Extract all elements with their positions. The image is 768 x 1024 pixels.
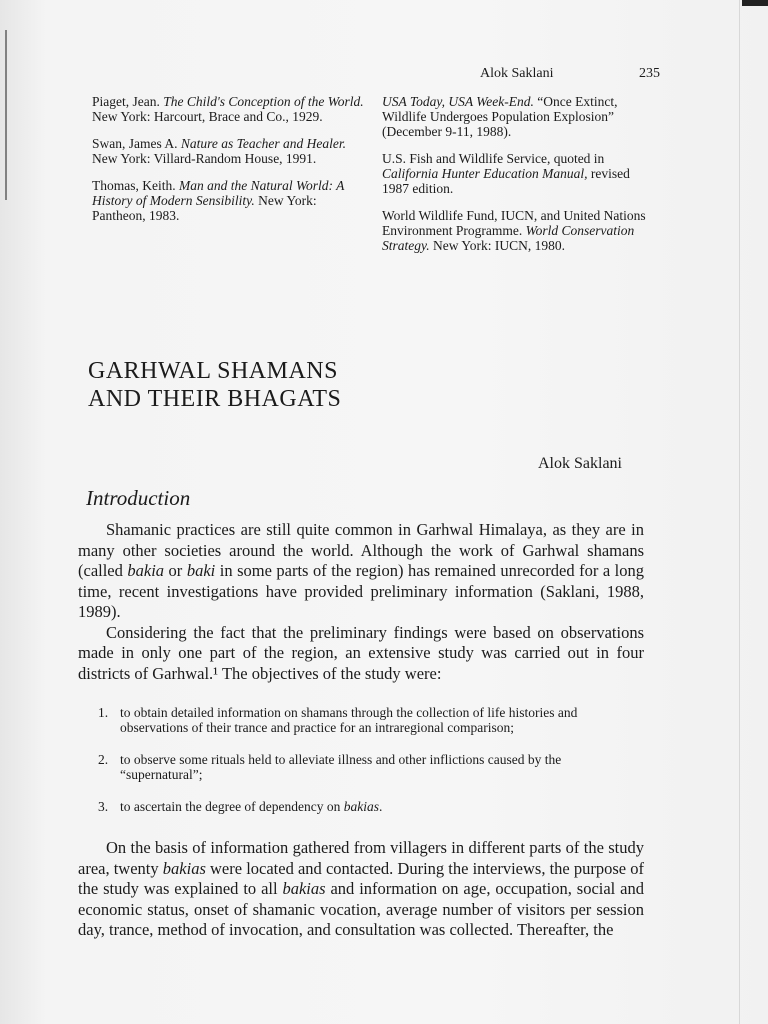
list-text [120, 800, 618, 815]
text-run: On the basis of information gathered from villagers in different parts of the study area, twenty [78, 838, 644, 878]
objectives-list [98, 706, 618, 833]
italic-term: bakias [343, 799, 380, 814]
article-title [88, 357, 341, 413]
article-title-line: AND THEIR BHAGATS [88, 386, 342, 412]
reference-title: Man and the Natural World: A History of Modern Sensibility. [92, 178, 345, 208]
running-head-author: Alok Saklani [480, 66, 554, 81]
reference-entry [382, 208, 654, 253]
reference-entry [92, 94, 364, 124]
section-heading: Introduction [86, 486, 191, 510]
reference-entry [92, 136, 364, 166]
reference-publication: New York: Pantheon, 1983. [92, 193, 317, 223]
reference-author: Piaget, Jean. [92, 94, 160, 109]
reference-title: World Conservation Strategy. [382, 223, 635, 253]
italic-term: bakias [162, 858, 206, 878]
introduction-body [78, 520, 644, 684]
reference-title: California Hunter Education Manual, [382, 166, 588, 181]
reference-entry [382, 94, 654, 139]
reference-title: Nature as Teacher and Healer. [180, 136, 346, 151]
text-run: or [164, 561, 187, 580]
reference-publication: New York: IUCN, 1980. [433, 238, 566, 253]
reference-entry [382, 151, 654, 196]
reference-publication: revised 1987 edition. [382, 166, 630, 196]
text-run: were located and contacted. During the interviews, the purpose of the study was explained to all [78, 858, 644, 898]
list-number: 2. [98, 752, 109, 767]
page-number: 235 [639, 66, 660, 81]
paragraph: Considering the fact that the preliminary findings were based on observations made in only one part of the region, an extensive study was carried out in four districts of Garhwal.¹ The objectives of the study were: [78, 622, 644, 683]
scan-edge-mark [742, 0, 768, 6]
italic-term: bakia [127, 561, 165, 580]
reference-author: Swan, James A. [92, 136, 178, 151]
references-right-column [382, 94, 654, 265]
reference-author: World Wildlife Fund, IUCN, and United Nations Environment Programme. [382, 208, 646, 238]
article-author: Alok Saklani [538, 455, 622, 472]
page-edge-shadow [5, 30, 7, 200]
list-text: to observe some rituals held to alleviate illness and other inflictions caused by the “supernatural”; [120, 752, 562, 782]
list-text: to obtain detailed information on shamans through the collection of life histories and observations of their trance and practice for an intraregional comparison; [120, 705, 578, 735]
reference-author: Thomas, Keith. [92, 178, 176, 193]
text-run: and information on age, occupation, social and economic status, onset of shamanic vocation, average number of visitors per session day, trance, method of invocation, and consultation was collected. Thereafter, the [78, 879, 644, 939]
paragraph [78, 838, 644, 941]
list-item [98, 706, 618, 735]
list-item [98, 753, 618, 782]
paragraph [78, 520, 644, 623]
list-item [98, 800, 618, 815]
reference-publication: “Once Extinct, Wildlife Undergoes Population Explosion” (December 9-11, 1988). [382, 94, 618, 139]
list-number: 1. [98, 705, 109, 720]
italic-term: bakias [282, 879, 326, 898]
article-title-line: GARHWAL SHAMANS [88, 358, 338, 384]
reference-author: U.S. Fish and Wildlife Service, quoted in [382, 151, 605, 166]
running-head [480, 66, 660, 82]
list-number: 3. [98, 799, 109, 814]
text-run: to ascertain the degree of dependency on [120, 799, 344, 814]
references-left-column [92, 94, 364, 235]
reference-title: The Child's Conception of the World. [163, 94, 364, 109]
reference-publication: New York: Harcourt, Brace and Co., 1929. [92, 109, 323, 124]
page-fold-line [739, 0, 740, 1024]
italic-term: baki [186, 561, 216, 580]
body-continued [78, 838, 644, 941]
text-run: in some parts of the region) has remained unrecorded for a long time, recent investigations have provided preliminary information (Saklani, 1988, 1989). [78, 561, 644, 621]
text-run: Shamanic practices are still quite common in Garhwal Himalaya, as they are in many other societies around the world. Although the work of Garhwal shamans (called [78, 520, 644, 580]
reference-title: USA Today, USA Week-End. [382, 94, 534, 109]
reference-publication: New York: Villard-Random House, 1991. [92, 151, 317, 166]
reference-entry [92, 178, 364, 223]
text-run: . [379, 799, 383, 814]
